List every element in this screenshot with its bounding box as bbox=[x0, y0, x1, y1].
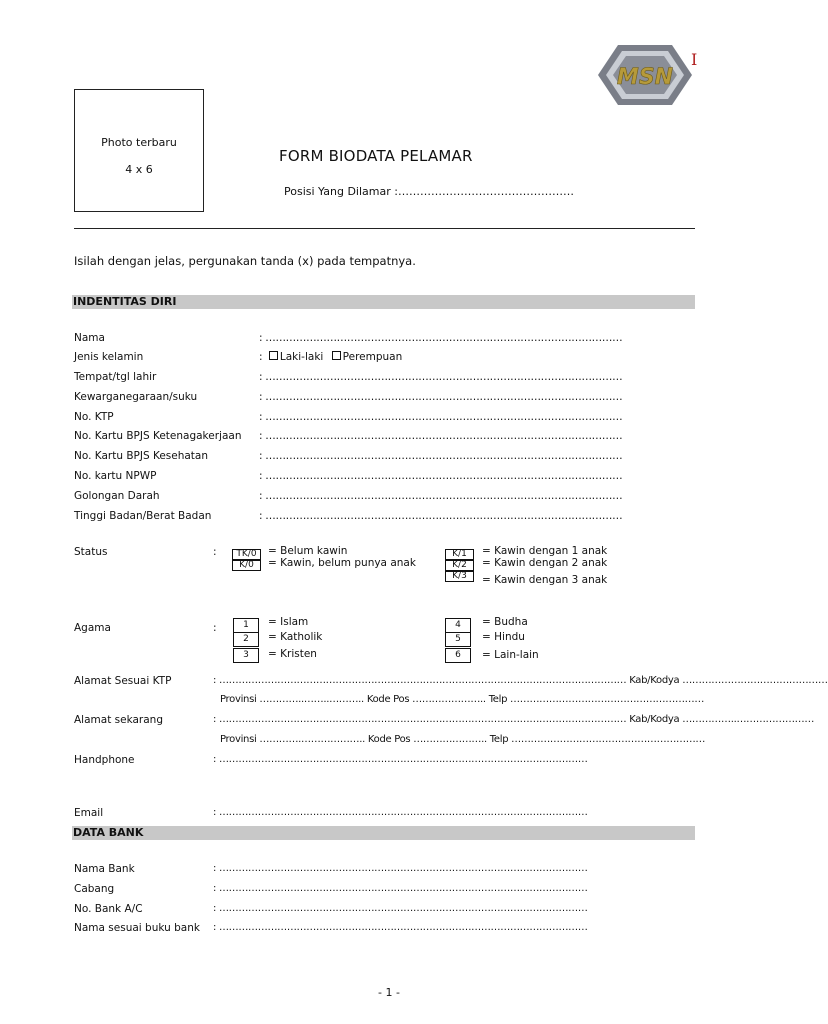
label-bpjs-kesehatan: No. Kartu BPJS Kesehatan bbox=[74, 450, 209, 462]
agama-code-5[interactable]: 5 bbox=[445, 632, 471, 647]
field-alamat-ktp-detail[interactable]: Provinsi …………..……..……….. Kode Pos ………………….. Telp …………………………………………………… bbox=[220, 694, 705, 705]
label-no-bank: No. Bank A/C bbox=[74, 903, 143, 915]
agama-code-2[interactable]: 2 bbox=[233, 632, 259, 647]
field-tinggi-berat[interactable]: : …………………………………………………………………………………………… bbox=[259, 510, 623, 522]
field-bpjs-ketenagakerjaan[interactable]: : …………………………………………………………………………………………… bbox=[259, 430, 623, 442]
label-tempat-tgl-lahir: Tempat/tgl lahir bbox=[74, 371, 157, 383]
option-female-label: Perempuan bbox=[342, 351, 403, 363]
agama-desc-katholik: = Katholik bbox=[268, 631, 323, 643]
instruction-text: Isilah dengan jelas, pergunakan tanda (x) pada tempatnya. bbox=[74, 254, 416, 268]
field-npwp[interactable]: : …………………………………………………………………………………………… bbox=[259, 470, 623, 482]
field-alamat-sekarang-detail[interactable]: Provinsi ………….……………….. Kode Pos ………………….. Telp …………………………………………………… bbox=[220, 734, 706, 745]
status-code-k3[interactable]: K/3 bbox=[445, 571, 474, 582]
logo-mark: I bbox=[691, 50, 698, 69]
status-colon: : bbox=[213, 546, 217, 558]
field-no-bank[interactable]: : …………………………………………………………………………………………………… bbox=[213, 903, 588, 914]
page-number: - 1 - bbox=[378, 986, 400, 999]
label-alamat-ktp: Alamat Sesuai KTP bbox=[74, 675, 172, 687]
label-handphone: Handphone bbox=[74, 754, 135, 766]
label-no-ktp: No. KTP bbox=[74, 411, 114, 423]
field-no-ktp[interactable]: : …………………………………………………………………………………………… bbox=[259, 411, 623, 423]
field-kewarganegaraan[interactable]: : …………………………………………………………………………………………… bbox=[259, 391, 623, 403]
field-tempat-tgl-lahir[interactable]: : …………………………………………………………………………………………… bbox=[259, 371, 623, 383]
field-cabang[interactable]: : …………………………………………………………………………………………………… bbox=[213, 883, 588, 894]
section-title-identity: INDENTITAS DIRI bbox=[73, 295, 177, 308]
agama-desc-hindu: = Hindu bbox=[482, 631, 525, 643]
status-code-k2[interactable]: K/2 bbox=[445, 560, 474, 571]
field-alamat-sekarang[interactable]: : ……………………………………………………………………………………………………………… Kab/Kodya ……………..…………………… bbox=[213, 714, 815, 725]
label-npwp: No. kartu NPWP bbox=[74, 470, 157, 482]
field-alamat-ktp[interactable]: : ……………………………………………………………………………………………………………… Kab/Kodya ……………………………………… bbox=[213, 675, 828, 686]
section-header-identity bbox=[72, 295, 695, 309]
gender-options bbox=[259, 351, 402, 363]
field-nama-buku-bank[interactable]: : …………………………………………………………………………………………………… bbox=[213, 922, 588, 933]
label-bpjs-ketenagakerjaan: No. Kartu BPJS Ketenagakerjaan bbox=[74, 430, 242, 442]
position-applied-field[interactable]: Posisi Yang Dilamar :………………………………………… bbox=[284, 185, 574, 198]
header-divider bbox=[74, 228, 695, 229]
label-status: Status bbox=[74, 546, 108, 558]
label-tinggi-berat: Tinggi Badan/Berat Badan bbox=[74, 510, 212, 522]
photo-placeholder-box bbox=[74, 89, 204, 212]
agama-desc-lainlain: = Lain-lain bbox=[482, 649, 539, 661]
field-bpjs-kesehatan[interactable]: : …………………………………………………………………………………………… bbox=[259, 450, 623, 462]
status-code-k0[interactable]: K/0 bbox=[232, 560, 261, 571]
agama-colon: : bbox=[213, 622, 217, 634]
status-desc-tk0: = Belum kawin bbox=[268, 545, 348, 557]
photo-size: 4 x 6 bbox=[125, 163, 153, 176]
field-nama-bank[interactable]: : …………………………………………………………………………………………………… bbox=[213, 863, 588, 874]
photo-label: Photo terbaru bbox=[101, 136, 177, 149]
logo-text: MSN bbox=[616, 65, 674, 90]
field-nama[interactable]: : …………………………………………………………………………………………… bbox=[259, 332, 623, 344]
company-logo bbox=[598, 43, 696, 107]
status-desc-k3: = Kawin dengan 3 anak bbox=[482, 574, 608, 586]
gender-colon: : bbox=[259, 351, 263, 363]
agama-desc-kristen: = Kristen bbox=[268, 648, 317, 660]
form-title: FORM BIODATA PELAMAR bbox=[279, 147, 473, 165]
label-jenis-kelamin: Jenis kelamin bbox=[74, 351, 144, 363]
agama-desc-budha: = Budha bbox=[482, 616, 528, 628]
status-desc-k2: = Kawin dengan 2 anak bbox=[482, 557, 608, 569]
label-nama: Nama bbox=[74, 332, 105, 344]
checkbox-female[interactable] bbox=[332, 351, 341, 360]
label-alamat-sekarang: Alamat sekarang bbox=[74, 714, 163, 726]
checkbox-male[interactable] bbox=[269, 351, 278, 360]
label-cabang: Cabang bbox=[74, 883, 115, 895]
field-golongan-darah[interactable]: : …………………………………………………………………………………………… bbox=[259, 490, 623, 502]
agama-code-4[interactable]: 4 bbox=[445, 618, 471, 633]
label-kewarganegaraan: Kewarganegaraan/suku bbox=[74, 391, 198, 403]
label-golongan-darah: Golongan Darah bbox=[74, 490, 160, 502]
section-title-bank: DATA BANK bbox=[73, 826, 144, 839]
option-male-label: Laki-laki bbox=[279, 351, 324, 363]
section-header-bank bbox=[72, 826, 695, 840]
status-code-tk0[interactable]: TK/0 bbox=[232, 549, 261, 560]
field-email[interactable]: : …………………………………………………………………………………………………… bbox=[213, 807, 588, 818]
agama-desc-islam: = Islam bbox=[268, 616, 309, 628]
label-nama-buku-bank: Nama sesuai buku bank bbox=[74, 922, 200, 934]
agama-code-1[interactable]: 1 bbox=[233, 618, 259, 633]
label-email: Email bbox=[74, 807, 104, 819]
label-agama: Agama bbox=[74, 622, 111, 634]
status-desc-k1: = Kawin dengan 1 anak bbox=[482, 545, 608, 557]
field-handphone[interactable]: : …………………………………………………………………………………………………… bbox=[213, 754, 588, 765]
agama-code-6[interactable]: 6 bbox=[445, 648, 471, 663]
agama-code-3[interactable]: 3 bbox=[233, 648, 259, 663]
status-code-k1[interactable]: K/1 bbox=[445, 549, 474, 560]
status-desc-k0: = Kawin, belum punya anak bbox=[268, 557, 416, 569]
label-nama-bank: Nama Bank bbox=[74, 863, 135, 875]
